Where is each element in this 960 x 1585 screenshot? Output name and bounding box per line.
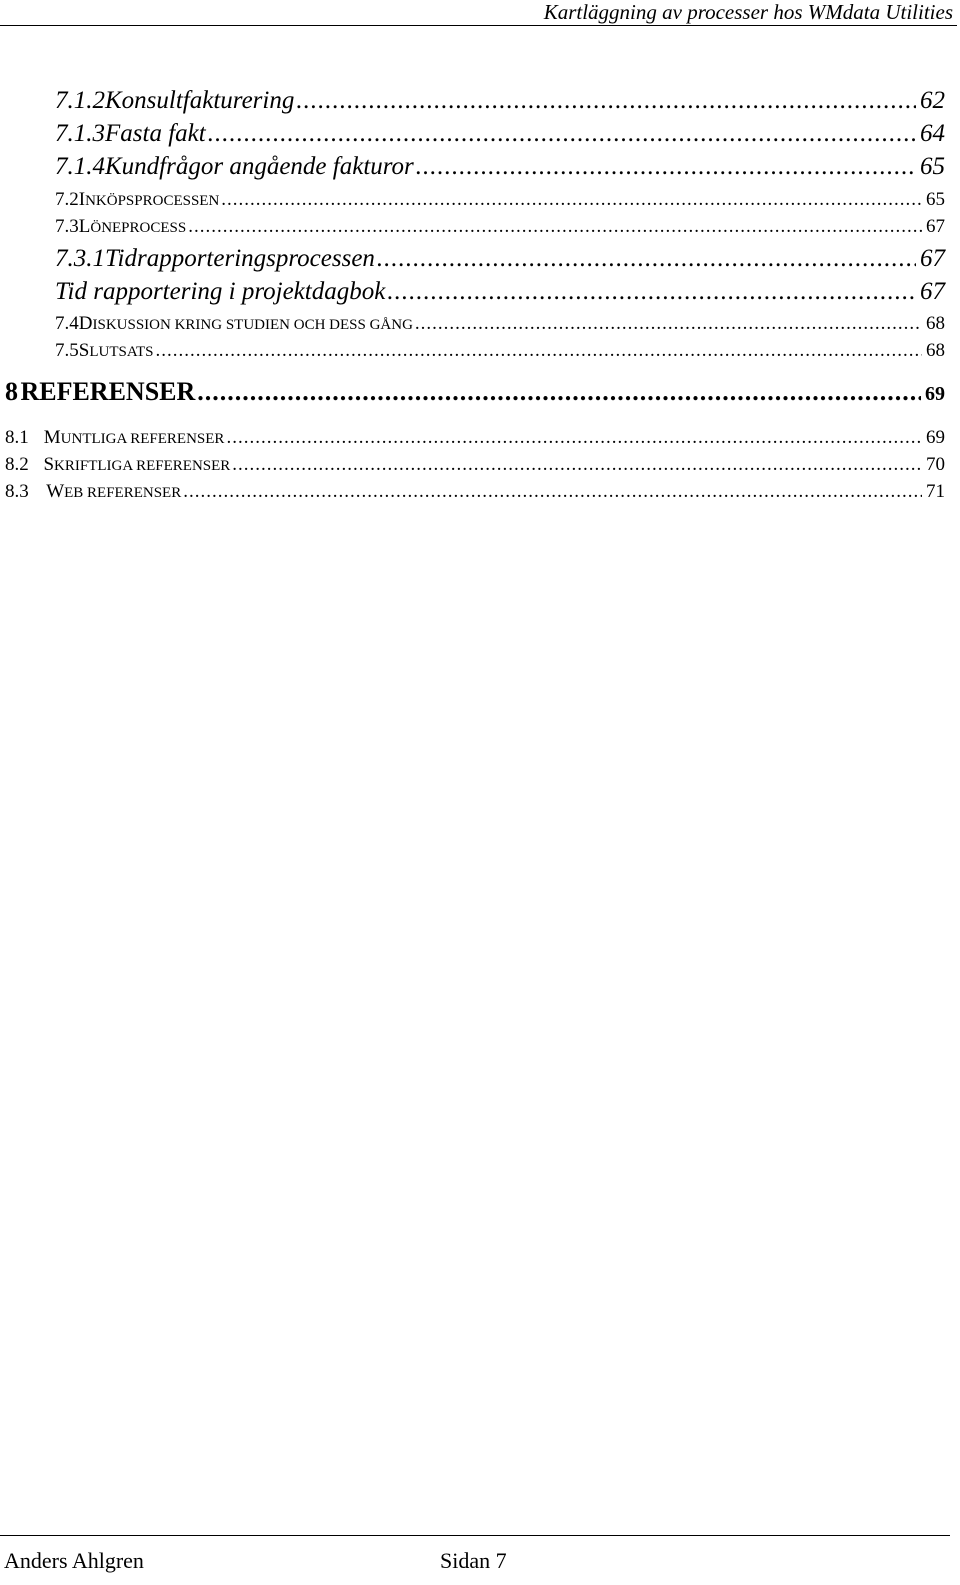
toc-entry[interactable] xyxy=(5,377,945,407)
toc-entry-number: 7.1.2 xyxy=(55,87,105,114)
toc-entry-page: 71 xyxy=(926,481,945,502)
running-header xyxy=(0,0,957,26)
toc-entry-title: Fasta fakt xyxy=(105,120,206,147)
toc-entry-number: 7.4 xyxy=(55,313,79,334)
page-footer xyxy=(0,1535,950,1576)
toc-entry-page: 67 xyxy=(926,216,945,237)
toc-entry-title: SKRIFTLIGA REFERENSER xyxy=(43,454,231,475)
toc-entry[interactable] xyxy=(55,120,945,148)
toc-entry-number: 7.3 xyxy=(55,216,79,237)
toc-entry-title: REFERENSER xyxy=(20,377,196,406)
toc-leader-dots xyxy=(377,245,916,273)
toc-entry-number: 8 xyxy=(5,377,18,406)
toc-entry[interactable] xyxy=(55,87,945,115)
toc-entry[interactable] xyxy=(55,245,945,273)
toc-leader-dots xyxy=(208,120,916,148)
toc-leader-dots xyxy=(156,340,922,362)
toc-entry-title: WEB REFERENSER xyxy=(46,481,182,502)
toc-entry-number: 8.2 xyxy=(5,454,29,475)
toc-entry-page: 68 xyxy=(926,340,945,361)
toc-entry[interactable] xyxy=(55,340,945,362)
toc-entry-number: 7.3.1 xyxy=(55,245,105,272)
toc-leader-dots xyxy=(197,377,921,407)
footer-author: Anders Ahlgren xyxy=(4,1548,144,1573)
footer-page-number: Sidan 7 xyxy=(440,1548,507,1573)
document-title: Kartläggning av processer hos WMdata Utilities xyxy=(543,0,953,24)
toc-entry-page: 70 xyxy=(926,454,945,475)
toc-entry-title: LÖNEPROCESS xyxy=(78,216,187,237)
toc-entry[interactable] xyxy=(55,216,945,238)
toc-entry-page: 62 xyxy=(920,87,945,114)
toc-entry-number: 7.2 xyxy=(55,189,79,210)
toc-entry-title: Konsultfakturering xyxy=(105,87,295,114)
toc-entry[interactable] xyxy=(5,427,945,449)
toc-entry[interactable] xyxy=(55,278,945,306)
toc-leader-dots xyxy=(232,454,922,476)
toc-entry-page: 67 xyxy=(920,245,945,272)
toc-entry-title: Kundfrågor angående fakturor xyxy=(105,153,414,180)
toc-entry-page: 68 xyxy=(926,313,945,334)
toc-entry-title: SLUTSATS xyxy=(78,340,154,361)
toc-entry[interactable] xyxy=(5,481,945,503)
toc-entry[interactable] xyxy=(55,313,945,335)
toc-leader-dots xyxy=(296,87,916,115)
toc-entry-title: INKÖPSPROCESSEN xyxy=(78,189,220,210)
toc-entry-page: 65 xyxy=(926,189,945,210)
toc-entry-title: Tid rapportering i projektdagbok xyxy=(55,278,386,305)
toc-entry-title: DISKUSSION KRING STUDIEN OCH DESS GÅNG xyxy=(78,313,413,334)
toc-entry[interactable] xyxy=(55,189,945,211)
toc-entry-page: 64 xyxy=(920,120,945,147)
toc-entry-title: Tidrapporteringsprocessen xyxy=(105,245,375,272)
toc-leader-dots xyxy=(221,189,922,211)
toc-leader-dots xyxy=(226,427,922,449)
toc-entry-number: 7.1.4 xyxy=(55,153,105,180)
toc-entry-number: 8.1 xyxy=(5,427,29,448)
toc-entry-page: 69 xyxy=(925,383,945,405)
toc-leader-dots xyxy=(416,153,916,181)
toc-leader-dots xyxy=(183,481,922,503)
toc-entry-page: 65 xyxy=(920,153,945,180)
toc-entry-title: MUNTLIGA REFERENSER xyxy=(43,427,225,448)
toc-entry[interactable] xyxy=(55,153,945,181)
toc-entry-page: 69 xyxy=(926,427,945,448)
toc-entry-number: 8.3 xyxy=(5,481,29,502)
toc-entry[interactable] xyxy=(5,454,945,476)
toc-entry-number: 7.1.3 xyxy=(55,120,105,147)
toc-leader-dots xyxy=(188,216,922,238)
toc-entry-number: 7.5 xyxy=(55,340,79,361)
toc-leader-dots xyxy=(387,278,916,306)
toc-leader-dots xyxy=(415,313,922,335)
toc-entry-page: 67 xyxy=(920,278,945,305)
